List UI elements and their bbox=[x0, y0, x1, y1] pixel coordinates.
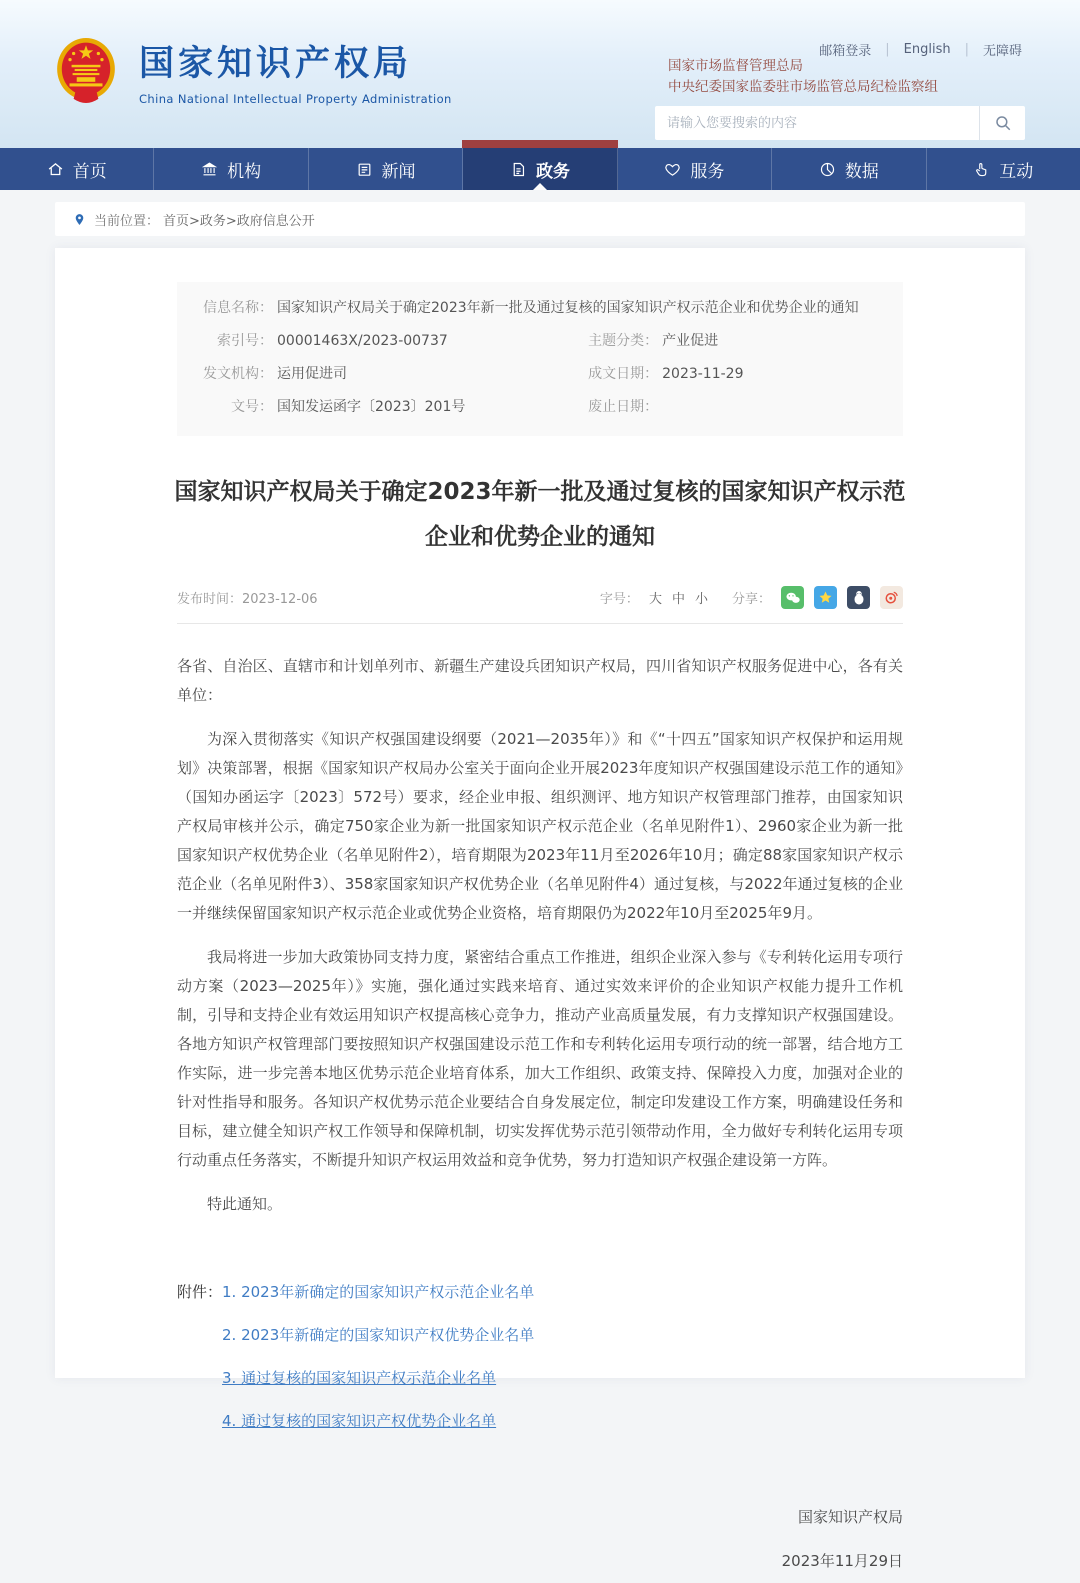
info-value bbox=[658, 391, 662, 424]
search-button[interactable] bbox=[979, 106, 1025, 140]
tab-data[interactable] bbox=[772, 148, 926, 190]
signature-block bbox=[177, 1495, 903, 1583]
tab-label: 服务 bbox=[690, 161, 725, 182]
document-icon bbox=[510, 161, 527, 178]
pie-chart-icon bbox=[819, 161, 836, 178]
info-row-issuer bbox=[197, 358, 883, 391]
share-label: 分享： bbox=[731, 592, 771, 607]
attachment-link-2[interactable]: 2. 2023年新确定的国家知识产权优势企业名单 bbox=[222, 1326, 535, 1344]
site-title-block bbox=[139, 36, 452, 106]
content-card bbox=[55, 248, 1025, 1570]
tab-org[interactable] bbox=[154, 148, 308, 190]
info-label: 废止日期： bbox=[588, 399, 659, 415]
search-bar bbox=[655, 106, 1025, 140]
tab-label: 数据 bbox=[844, 161, 879, 182]
wechat-icon[interactable] bbox=[781, 586, 804, 609]
info-value: 国家知识产权局关于确定2023年新一批及通过复核的国家知识产权示范企业和优势企业的通知 bbox=[277, 300, 859, 316]
font-size-small-button[interactable]: 小 bbox=[694, 592, 708, 607]
font-size-label: 字号： bbox=[599, 592, 639, 607]
font-size-large-button[interactable]: 大 bbox=[648, 592, 662, 607]
paragraph-policy: 我局将进一步加大政策协同支持力度，紧密结合重点工作推进，组织企业深入参与《专利转化运用专项行动方案（2023—2025年）》实施，强化通过实践来培育、通过实效来评价的企业知识产权能力提升工作机制，引导和支持企业有效运用知识产权提高核心竞争力，推动产业高质量发展，有力支撑知识产权强国建设。各地方知识产权管理部门要按照知识产权强国建设示范工作和专利转化运用专项行动的统一部署，结合地方工作实际，进一步完善本地区优势示范企业培育体系，加大工作组织、政策支持、保障投入力度，加强对企业的针对性指导和服务。各知识产权优势示范企业要结合自身发展定位，制定印发建设工作方案，明确建设任务和目标，建立健全知识产权工作领导和保障机制，切实发挥优势示范引领带动作用，全力做好专利转化运用专项行动重点任务落实，不断提升知识产权运用效益和竞争优势，努力打造知识产权强企建设第一方阵。 bbox=[177, 948, 903, 1169]
heart-icon bbox=[664, 161, 681, 178]
article-title: 国家知识产权局关于确定2023年新一批及通过复核的国家知识产权示范企业和优势企业的通知 bbox=[174, 479, 906, 550]
signature-date: 2023年11月29日 bbox=[781, 1552, 903, 1570]
info-label: 信息名称： bbox=[203, 300, 273, 316]
mail-login-link[interactable]: 邮箱登录 bbox=[819, 44, 872, 59]
attachments-section bbox=[177, 1271, 903, 1443]
search-input[interactable] bbox=[655, 106, 979, 140]
info-value: 国知发运函字〔2023〕201号 bbox=[277, 399, 466, 415]
signature-org: 国家知识产权局 bbox=[797, 1508, 903, 1526]
related-org-links bbox=[668, 56, 938, 98]
qzone-icon[interactable] bbox=[814, 586, 837, 609]
main-nav bbox=[0, 148, 1080, 190]
attachments-list bbox=[222, 1271, 534, 1443]
bank-icon bbox=[201, 161, 218, 178]
publish-time bbox=[177, 588, 318, 607]
meta-tools bbox=[600, 586, 903, 609]
weibo-icon[interactable] bbox=[880, 586, 903, 609]
national-emblem-logo bbox=[55, 37, 117, 105]
tab-label: 互动 bbox=[999, 161, 1034, 182]
info-value: 运用促进司 bbox=[277, 366, 347, 382]
link-divider: | bbox=[964, 42, 969, 57]
hand-pointer-icon bbox=[973, 161, 990, 178]
search-icon bbox=[994, 114, 1012, 132]
article-body bbox=[177, 652, 903, 1219]
news-icon bbox=[356, 161, 373, 178]
qq-icon[interactable] bbox=[847, 586, 870, 609]
info-row-docno bbox=[197, 391, 883, 424]
info-label: 成文日期： bbox=[588, 366, 659, 382]
accessibility-link[interactable]: 无障碍 bbox=[982, 44, 1022, 59]
info-value: 产业促进 bbox=[662, 333, 719, 349]
font-size-medium-button[interactable]: 中 bbox=[671, 592, 685, 607]
paragraph-salutation: 各省、自治区、直辖市和计划单列市、新疆生产建设兵团知识产权局，四川省知识产权服务促进中心，各有关单位： bbox=[177, 657, 903, 704]
publish-time-label: 发布时间： bbox=[177, 592, 243, 607]
tab-label: 首页 bbox=[72, 161, 107, 182]
tab-label: 新闻 bbox=[381, 161, 416, 182]
info-row-name bbox=[197, 292, 883, 325]
site-brand bbox=[55, 36, 452, 106]
publish-time-value: 2023-12-06 bbox=[242, 592, 318, 607]
info-label: 索引号： bbox=[217, 333, 273, 349]
org-link-discipline[interactable]: 中央纪委国家监委驻市场监管总局纪检监察组 bbox=[668, 79, 938, 95]
breadcrumb-label: 当前位置： bbox=[94, 213, 160, 229]
home-icon bbox=[47, 161, 64, 178]
org-link-samr[interactable]: 国家市场监督管理总局 bbox=[668, 58, 803, 74]
attachment-link-4[interactable]: 4. 通过复核的国家知识产权优势企业名单 bbox=[222, 1412, 497, 1430]
link-divider: | bbox=[885, 42, 890, 57]
tab-label: 机构 bbox=[227, 161, 262, 182]
paragraph-decision: 为深入贯彻落实《知识产权强国建设纲要（2021—2035年）》和《“十四五”国家知识产权保护和运用规划》决策部署，根据《国家知识产权局办公室关于面向企业开展2023年度知识产权强国建设示范工作的通知》（国知办函运字〔2023〕572号）要求，经企业申报、组织测评、地方知识产权管理部门推荐，由国家知识产权局审核并公示，确定750家企业为新一批国家知识产权示范企业（名单见附件1）、2960家企业为新一批国家知识产权优势企业（名单见附件2），培育期限为2023年11月至2026年10月；确定88家国家知识产权示范企业（名单见附件3）、358家国家知识产权优势企业（名单见附件4）通过复核，与2022年通过复核的企业一并继续保留国家知识产权示范企业或优势企业资格，培育期限仍为2022年10月至2025年9月。 bbox=[177, 730, 903, 922]
site-header bbox=[0, 0, 1080, 148]
info-value: 00001463X/2023-00737 bbox=[277, 333, 448, 349]
info-label: 发文机构： bbox=[203, 366, 273, 382]
breadcrumb-path[interactable]: 首页>政务>政府信息公开 bbox=[163, 213, 315, 229]
attachments-label: 附件： bbox=[177, 1283, 223, 1301]
attachment-link-3[interactable]: 3. 通过复核的国家知识产权示范企业名单 bbox=[222, 1369, 497, 1387]
attachment-link-1[interactable]: 1. 2023年新确定的国家知识产权示范企业名单 bbox=[222, 1283, 535, 1301]
paragraph-closing: 特此通知。 bbox=[207, 1195, 283, 1213]
tab-home[interactable] bbox=[0, 148, 154, 190]
article-meta bbox=[177, 586, 903, 624]
info-value: 2023-11-29 bbox=[662, 366, 744, 382]
tab-government-affairs[interactable] bbox=[463, 148, 617, 190]
tab-services[interactable] bbox=[618, 148, 772, 190]
tab-news[interactable] bbox=[309, 148, 463, 190]
tab-interaction[interactable] bbox=[927, 148, 1080, 190]
breadcrumb bbox=[55, 202, 1025, 236]
site-subtitle: China National Intellectual Property Administration bbox=[139, 92, 452, 106]
info-table bbox=[177, 282, 903, 436]
tab-label: 政务 bbox=[535, 161, 570, 182]
info-label: 主题分类： bbox=[588, 333, 659, 349]
site-title: 国家知识产权局 bbox=[139, 44, 413, 84]
english-link[interactable]: English bbox=[903, 42, 951, 57]
location-pin-icon bbox=[73, 212, 86, 227]
info-label: 文号： bbox=[231, 399, 273, 415]
info-row-index bbox=[197, 325, 883, 358]
